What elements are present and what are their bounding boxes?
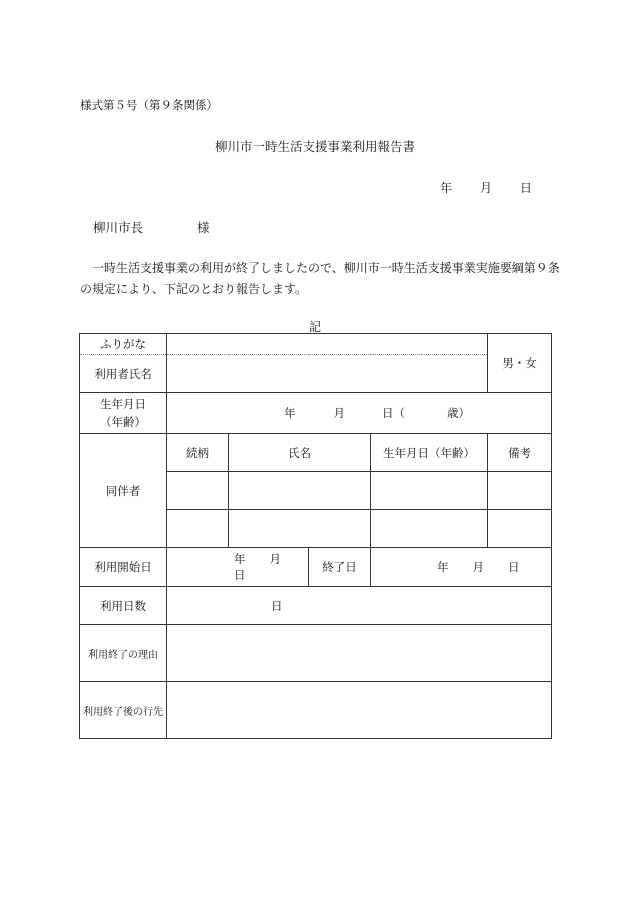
birth-date-label-line2: （年齢） — [100, 415, 146, 429]
end-day: 日 — [508, 560, 520, 574]
furigana-label: ふりがな — [80, 334, 167, 355]
usage-days-unit: 日 — [271, 598, 283, 613]
birth-age: 歳） — [447, 406, 470, 420]
companion-header-birth: 生年月日（年齢） — [371, 434, 488, 472]
start-date-field[interactable] — [167, 548, 309, 587]
companion-2-name[interactable] — [229, 510, 371, 548]
birth-month: 月 — [333, 406, 345, 420]
gender-select[interactable]: 男・女 — [488, 334, 552, 393]
report-date — [440, 179, 532, 196]
start-month: 月 — [269, 552, 281, 566]
companion-header-relation: 続柄 — [167, 434, 229, 472]
addressee-honorific: 様 — [197, 220, 210, 235]
birth-date-label — [80, 393, 167, 434]
start-year: 年 — [234, 552, 246, 566]
usage-days-label: 利用日数 — [80, 587, 167, 625]
companion-header-name: 氏名 — [229, 434, 371, 472]
birth-year: 年 — [284, 406, 296, 420]
end-year: 年 — [437, 560, 449, 574]
end-date-label: 終了日 — [309, 548, 371, 587]
companion-1-relation[interactable] — [167, 472, 229, 510]
ki-label: 記 — [308, 320, 321, 334]
companion-1-birth[interactable] — [371, 472, 488, 510]
usage-days-field[interactable] — [167, 587, 552, 625]
date-month: 月 — [480, 181, 493, 195]
furigana-input[interactable] — [167, 334, 488, 355]
end-reason-input[interactable] — [167, 625, 552, 682]
companion-2-birth[interactable] — [371, 510, 488, 548]
birth-date-field[interactable] — [167, 393, 552, 434]
companion-2-notes[interactable] — [488, 510, 552, 548]
addressee — [93, 218, 210, 236]
start-day: 日 — [234, 568, 246, 582]
birth-date-label-line1: 生年月日 — [100, 397, 146, 411]
end-month: 月 — [472, 560, 484, 574]
companion-1-notes[interactable] — [488, 472, 552, 510]
end-reason-label: 利用終了の理由 — [80, 625, 167, 682]
companion-2-relation[interactable] — [167, 510, 229, 548]
destination-input[interactable] — [167, 682, 552, 739]
document-title: 柳川市一時生活支援事業利用報告書 — [214, 139, 415, 154]
destination-label: 利用終了後の行先 — [80, 682, 167, 739]
companion-header-notes: 備考 — [488, 434, 552, 472]
body-paragraph: 一時生活支援事業の利用が終了しましたので、柳川市一時生活支援事業実施要綱第９条の規定により、下記のとおり報告します。 — [80, 261, 560, 296]
report-table — [79, 333, 552, 739]
user-name-label: 利用者氏名 — [80, 355, 167, 393]
companions-label: 同伴者 — [80, 434, 167, 548]
addressee-name: 柳川市長 — [93, 220, 144, 235]
end-date-field[interactable] — [371, 548, 552, 587]
date-year: 年 — [440, 181, 453, 195]
companion-1-name[interactable] — [229, 472, 371, 510]
user-name-input[interactable] — [167, 355, 488, 393]
start-date-label: 利用開始日 — [80, 548, 167, 587]
date-day: 日 — [520, 181, 533, 195]
birth-day: 日（ — [382, 406, 405, 420]
form-number: 様式第５号（第９条関係） — [80, 98, 218, 112]
